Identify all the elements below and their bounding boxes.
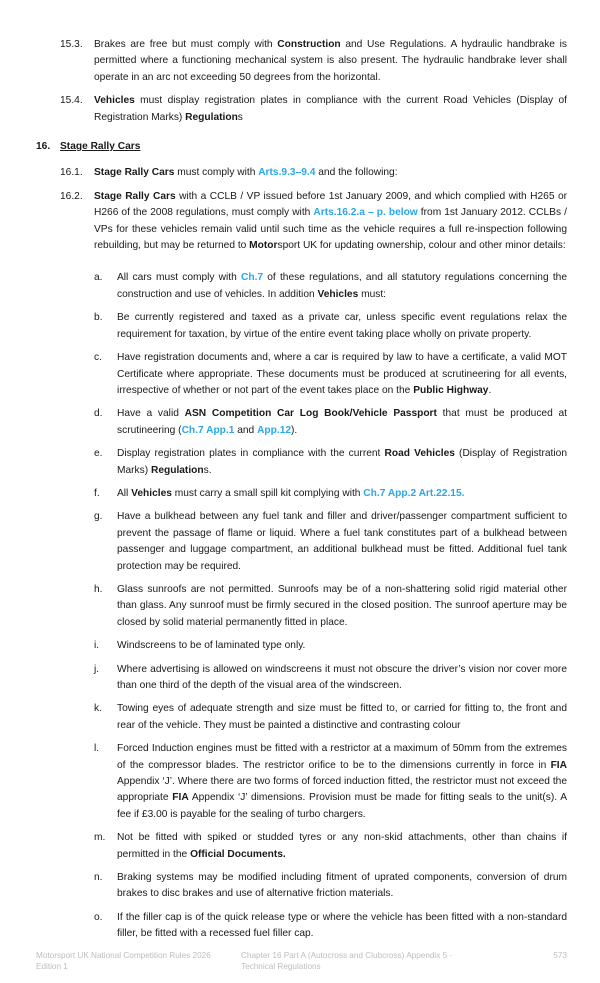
clause-text: All cars must comply with	[117, 272, 241, 284]
clause-text: Have registration documents and, where a car is required by law to have a certificate, a valid MOT Certificate where appropriate. These documents must be produced at scrutineering for all events, irrespective of whether or not part of the event takes place on the	[117, 352, 567, 396]
bold-term: Official Documents.	[190, 848, 286, 860]
clause-text: s	[237, 111, 243, 123]
section-16-2-subitems	[0, 270, 600, 942]
clause-number: d.	[94, 408, 103, 420]
bold-term: Regulation	[185, 111, 238, 123]
clause-number: g.	[94, 511, 103, 523]
clause-text: sport UK for updating ownership, colour and other minor details:	[277, 240, 566, 252]
clause-text: Display registration plates in compliance with the current	[117, 448, 385, 460]
clause-text: Windscreens to be of laminated type only.	[117, 640, 306, 652]
clause-number: a.	[94, 272, 103, 284]
clause-text: Towing eyes of adequate strength and size must be fitted to, or carried for fitting to, the front and rear of the vehicle. They must be painted a distinctive and contrasting colour	[117, 703, 567, 731]
clause	[60, 165, 567, 181]
clause-text: Where advertising is allowed on windscreens it must not obscure the driver’s vision nor cover more than one third of the depth of the visual area of the windscreen.	[117, 663, 567, 691]
clause-number: 16.2.	[60, 190, 83, 202]
clause-number: n.	[94, 872, 103, 884]
clause-text: must:	[358, 288, 387, 300]
clause-text: Glass sunroofs are not permitted. Sunroofs may be of a non-shattering solid rigid material other than glass. Any sunroof must be firmly secured in the closed position. The sunroof aperture may be closed by solid material permanently fitted in place.	[117, 583, 567, 628]
clause-text: Have a valid	[117, 408, 185, 420]
bold-term: Stage Rally Cars	[94, 190, 176, 202]
clause-number: j.	[94, 663, 100, 675]
clause-text: Be currently registered and taxed as a private car, unless specific event regulations relax the requirement for taxation, by virtue of the entire event taking place wholly on private property.	[117, 312, 567, 340]
clause-text: Appendix ‘J’ dimensions. Provision must be made for fitting seals to the unit(s). A fee if £3.00 is payable for the sealing of turbo chargers.	[117, 792, 568, 820]
clause	[94, 446, 567, 479]
bold-term: Vehicles	[131, 487, 172, 499]
clause-text: must display registration plates in compliance with the current Road Vehicles (Display of Registration Marks)	[94, 95, 567, 123]
section-15	[0, 37, 600, 126]
clause	[94, 910, 567, 943]
footer-publication: Motorsport UK National Competition Rules 2026 Edition 1	[36, 950, 211, 972]
cross-reference-link[interactable]: Arts.16.2.a – p. below	[313, 207, 418, 219]
clause	[94, 310, 567, 343]
bold-term: Vehicles	[94, 95, 135, 107]
bold-term: Construction	[277, 39, 341, 50]
clause-text: .	[488, 384, 492, 396]
clause-text: Braking systems may be modified including fitment of uprated components, conversion of drum brakes to disc brakes and use of alternative friction materials.	[117, 872, 567, 900]
clause-text: Not be fitted with spiked or studded tyres or any non-skid attachments, other than chains if permitted in the	[117, 832, 567, 860]
cross-reference-link[interactable]: Ch.7 App.1	[181, 424, 235, 436]
bold-term: FIA	[172, 792, 189, 804]
clause-text: and	[234, 424, 258, 436]
clause-number: k.	[94, 703, 102, 715]
footer-chapter: Chapter 16 Part A (Autocross and Clubcross) Appendix 5 - Technical Regulations	[241, 950, 453, 972]
clause	[94, 350, 567, 399]
bold-term: Road Vehicles	[384, 448, 455, 460]
clause	[94, 486, 567, 502]
clause-number: e.	[94, 448, 103, 460]
clause-number: h.	[94, 583, 103, 595]
cross-reference-link[interactable]: Arts.9.3–9.4	[258, 167, 316, 179]
clause-number: b.	[94, 312, 103, 324]
clause-text: If the filler cap is of the quick release type or where the vehicle has been fitted with a non-standard filler, be fitted with a recessed fuel filler cap.	[117, 911, 567, 940]
clause-number: c.	[94, 352, 102, 364]
clause	[60, 189, 567, 255]
bold-term: Stage Rally Cars	[94, 167, 175, 179]
clause-text: Have a bulkhead between any fuel tank and filler and driver/passenger compartment sufficient to prevent the passage of flame or liquid. Where a fuel tank constitutes part of a bulkhead between passenger and luggage compartment, an additional bulkhead must be fitted. Additional fuel tank protection may be required.	[117, 511, 567, 572]
clause-number: o.	[94, 911, 103, 923]
cross-reference-link[interactable]: App.12	[257, 424, 292, 436]
clause	[94, 741, 568, 823]
clause-text: All	[117, 487, 132, 499]
clause	[94, 701, 567, 734]
clause-text: and Use Regulations. A hydraulic handbrake is permitted where a functioning mechanical system is also present. The hydraulic handbrake lever shall operate in an arc not exceeding 50 degrees from the horizontal.	[94, 39, 567, 83]
clause	[94, 270, 567, 303]
clause-number: 16.1.	[60, 167, 83, 179]
bold-term: Regulation	[150, 464, 204, 476]
clause-text: Brakes are free but must comply with	[94, 39, 278, 50]
clause-text: must comply with	[174, 167, 259, 179]
clause	[94, 662, 567, 695]
section-16	[0, 165, 600, 254]
clause-number: i.	[94, 640, 100, 652]
clause-number: f.	[94, 487, 100, 499]
clause	[60, 37, 567, 86]
heading-title: Stage Rally Cars	[60, 141, 141, 153]
clause-text: Appendix ‘J’. Where there are two forms of forced induction fitted, the restrictor must not exceed the appropriate	[117, 776, 567, 804]
clause-text: must carry a small spill kit complying with	[171, 487, 364, 499]
clause-text: ).	[291, 424, 298, 436]
clause-number: m.	[94, 832, 106, 844]
bold-term: Motor	[249, 240, 278, 252]
clause-text: that must be produced at scrutineering (	[117, 408, 567, 436]
clause-text: from 1st January 2012. CCLBs / VPs for these vehicles remain valid until such time as the vehicle requires a full re-inspection following rebuilding, but may be returned to	[94, 207, 567, 252]
section-heading-16	[36, 139, 600, 155]
clause-text: and the following:	[315, 167, 398, 179]
heading-number: 16.	[36, 141, 51, 153]
clause	[94, 406, 567, 439]
bold-term: Vehicles	[317, 288, 359, 300]
clause	[60, 93, 567, 126]
clause	[94, 582, 567, 631]
page-footer	[36, 950, 567, 973]
bold-term: Public Highway	[413, 384, 489, 396]
clause-number: 15.3.	[60, 39, 83, 50]
bold-term: FIA	[550, 759, 567, 771]
clause-text: (Display of Registration Marks)	[117, 448, 567, 476]
cross-reference-link[interactable]: Ch.7 App.2 Art.22.15.	[363, 487, 465, 499]
clause	[94, 830, 567, 863]
bold-term: ASN Competition Car Log Book/Vehicle Passport	[184, 408, 437, 420]
footer-page-number: 573	[553, 950, 567, 960]
clause-text: of these regulations, and all statutory regulations concerning the construction and use of vehicles. In addition	[117, 272, 567, 300]
clause	[94, 870, 567, 903]
clause	[94, 509, 567, 575]
clause-number: l.	[94, 743, 100, 755]
clause-number: 15.4.	[60, 95, 83, 107]
clause-text: with a CCLB / VP issued before 1st January 2009, and which complied with H265 or H266 of the 2008 regulations, must comply with	[94, 190, 567, 219]
clause	[94, 638, 567, 654]
cross-reference-link[interactable]: Ch.7	[241, 272, 264, 284]
clause-text: s.	[203, 464, 212, 476]
clause-text: Forced Induction engines must be fitted with a restrictor at a maximum of 50mm from the extremes of the compressor blades. The restrictor orifice to be to the dimensions currently in force in	[117, 743, 567, 771]
